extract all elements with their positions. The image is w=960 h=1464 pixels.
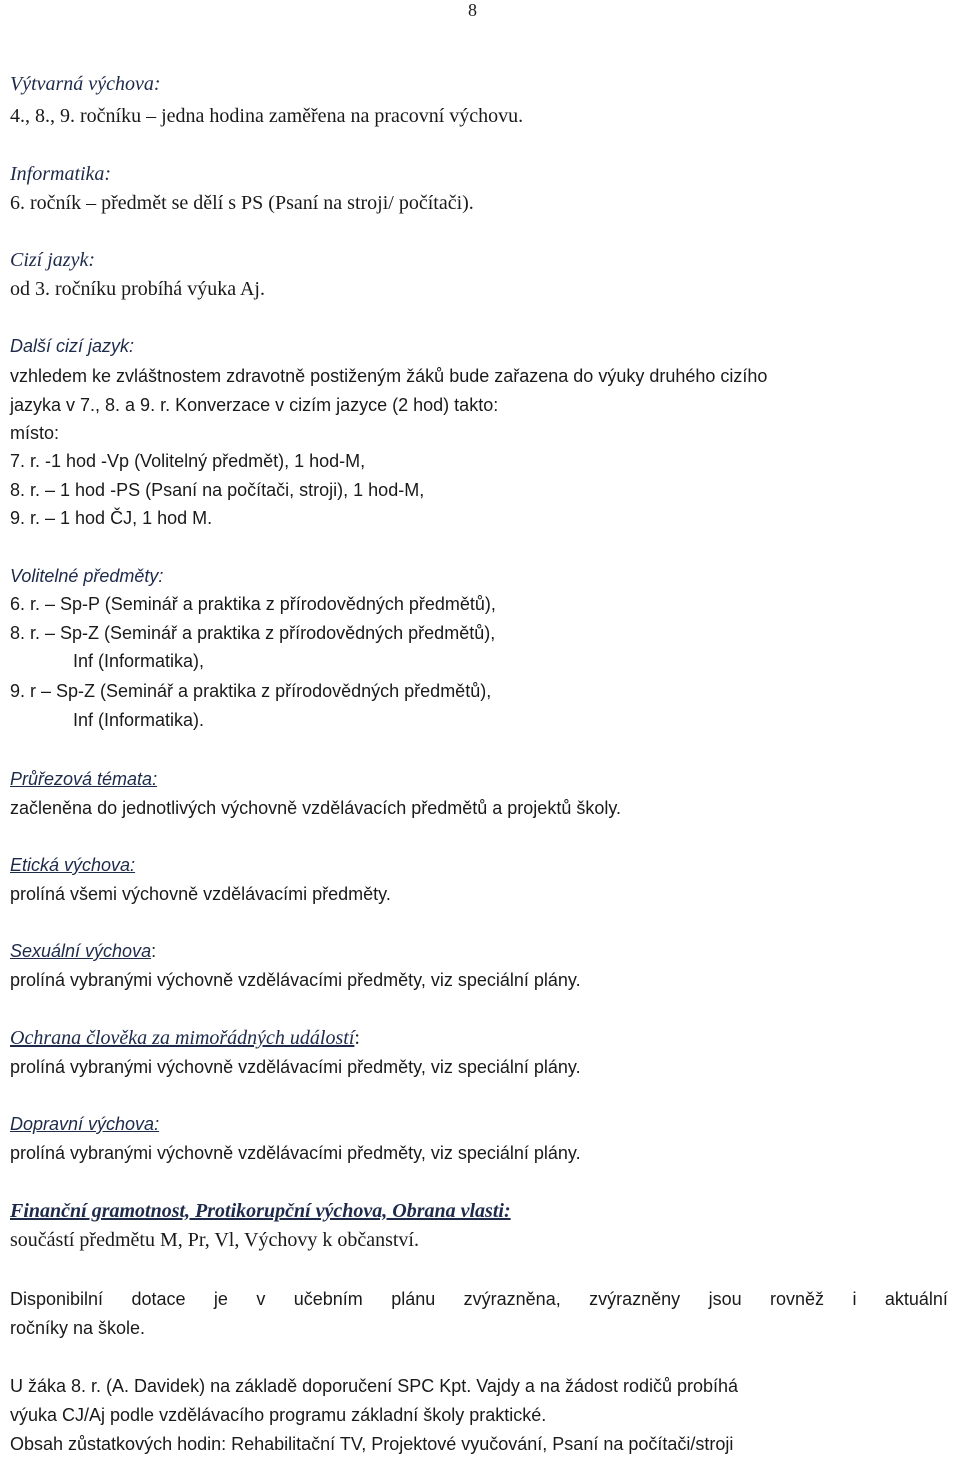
dcj-line-6: 9. r. – 1 hod ČJ, 1 hod M. — [10, 508, 213, 528]
dcj-line-2: jazyka v 7., 8. a 9. r. Konverzace v cizím jazyce (2 hod) takto: — [10, 395, 499, 415]
heading-dalsi-cizi-jazyk: Další cizí jazyk: — [10, 336, 135, 356]
vp-line-2: 8. r. – Sp-Z (Seminář a praktika z přírodovědných předmětů), — [10, 623, 496, 643]
body-sexualni-vychova: prolíná vybranými výchovně vzdělávacími předměty, viz speciální plány. — [10, 970, 581, 990]
heading-volitelne-predmety: Volitelné předměty: — [10, 566, 164, 586]
word: rovněž — [770, 1289, 825, 1309]
vp-line-5: Inf (Informatika). — [73, 710, 205, 730]
body-vytvarna-vychova: 4., 8., 9. ročníku – jedna hodina zaměřena na pracovní výchovu. — [10, 105, 524, 127]
word: v — [256, 1289, 266, 1309]
word: Disponibilní — [10, 1289, 104, 1309]
vp-line-1: 6. r. – Sp-P (Seminář a praktika z přírodovědných předmětů), — [10, 594, 496, 614]
vp-line-3: Inf (Informatika), — [73, 651, 205, 671]
body-dopravni-vychova: prolíná vybranými výchovně vzdělávacími předměty, viz speciální plány. — [10, 1143, 581, 1163]
word: i — [852, 1289, 857, 1309]
heading-eticka-vychova-line — [10, 853, 135, 877]
heading-vytvarna-vychova: Výtvarná výchova: — [10, 73, 161, 95]
word: plánu — [391, 1289, 436, 1309]
vp-line-4: 9. r – Sp-Z (Seminář a praktika z přírodovědných předmětů), — [10, 681, 492, 701]
dcj-line-1: vzhledem ke zvláštnostem zdravotně postiženým žáků bude zařazena do výuky druhého cizího — [10, 366, 768, 386]
word: zvýrazněny — [589, 1289, 681, 1309]
word: aktuální — [884, 1289, 948, 1309]
body-ochrana: prolíná vybranými výchovně vzdělávacími předměty, viz speciální plány. — [10, 1057, 581, 1077]
para-dotace-line-1 — [10, 1287, 948, 1311]
page-number: 8 — [468, 0, 477, 20]
heading-dopravni-vychova: Dopravní výchova: — [10, 1114, 160, 1134]
body-cizi-jazyk: od 3. ročníku probíhá výuka Aj. — [10, 278, 265, 300]
heading-sexualni-vychova-colon: : — [151, 941, 157, 961]
heading-ochrana-line — [10, 1026, 360, 1050]
dcj-line-4: 7. r. -1 hod -Vp (Volitelný předmět), 1 hod-M, — [10, 451, 366, 471]
body-eticka-vychova: prolíná všemi výchovně vzdělávacími předměty. — [10, 884, 391, 904]
word: jsou — [708, 1289, 742, 1309]
heading-financni-gramotnost: Finanční gramotnost, Protikorupční výchova, Obrana vlasti: — [10, 1200, 511, 1222]
word: učebním — [293, 1289, 363, 1309]
heading-ochrana-colon: : — [354, 1027, 360, 1049]
word: zvýrazněna, — [463, 1289, 561, 1309]
para-zak-line-2: výuka CJ/Aj podle vzdělávacího programu základní školy praktické. — [10, 1405, 547, 1425]
body-prurezova-temata: začleněna do jednotlivých výchovně vzdělávacích předmětů a projektů školy. — [10, 798, 622, 818]
dcj-line-5: 8. r. – 1 hod -PS (Psaní na počítači, stroji), 1 hod-M, — [10, 480, 425, 500]
heading-sexualni-vychova-line — [10, 939, 156, 963]
heading-ochrana: Ochrana člověka za mimořádných událostí — [10, 1027, 355, 1049]
heading-cizi-jazyk: Cizí jazyk: — [10, 249, 95, 271]
para-zak-line-1: U žáka 8. r. (A. Davidek) na základě doporučení SPC Kpt. Vajdy a na žádost rodičů probíhá — [10, 1376, 739, 1396]
para-zustatkove-hodiny: Obsah zůstatkových hodin: Rehabilitační TV, Projektové vyučování, Psaní na počítači/stroji — [10, 1434, 734, 1454]
word: dotace — [131, 1289, 186, 1309]
body-financni-gramotnost: součástí předmětu M, Pr, Vl, Výchovy k občanství. — [10, 1229, 419, 1251]
para-dotace-line-2: ročníky na škole. — [10, 1318, 146, 1338]
heading-sexualni-vychova: Sexuální výchova — [10, 941, 152, 961]
heading-prurezova-temata: Průřezová témata: — [10, 769, 158, 789]
heading-eticka-vychova: Etická výchova: — [10, 855, 136, 875]
dcj-line-3: místo: — [10, 423, 60, 443]
body-informatika: 6. ročník – předmět se dělí s PS (Psaní na stroji/ počítači). — [10, 192, 474, 214]
heading-informatika: Informatika: — [10, 163, 112, 185]
word: je — [213, 1289, 228, 1309]
